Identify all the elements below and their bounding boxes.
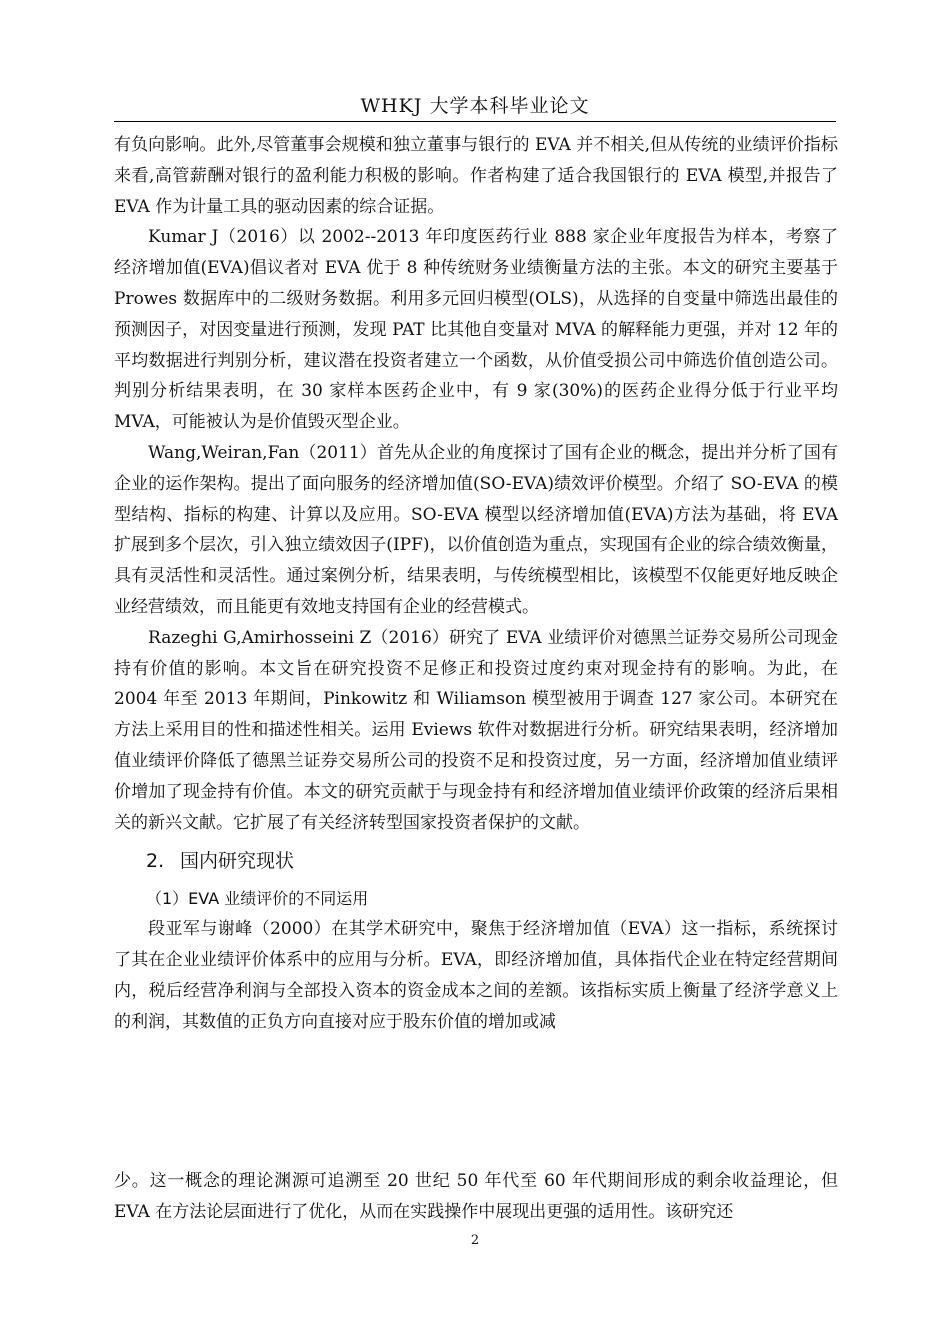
paragraph-razeghi: Razeghi G,Amirhosseini Z（2016）研究了 EVA 业绩评价对德黑兰证券交易所公司现金持有价值的影响。本文旨在研究投资不足修正和投资过度约束对现金持有的影响。为此，在 2004 年至 2013 年期间，Pinkowitz 和 Wiliamson 模型被用于调查 127 家公司。本研究在方法上采用目的性和描述性相关。运用 Eviews 软件对数据进行分析。研究结果表明，经济增加值业绩评价降低了德黑兰证券交易所公司的投资不足和投资过度，另一方面，经济增加值业绩评价增加了现金持有价值。本文的研究贡献于与现金持有和经济增加值业绩评价政策的经济后果相关的新兴文献。它扩展了有关经济转型国家投资者保护的文献。 xyxy=(114,627,838,833)
page-number: 2 xyxy=(470,1233,480,1248)
paragraph-kumar: Kumar J（2016）以 2002--2013 年印度医药行业 888 家企业年度报告为样本，考察了经济增加值(EVA)倡议者对 EVA 优于 8 种传统财务业绩衡量方法的主张。本文的研究主要基于 Prowes 数据库中的二级财务数据。利用多元回归模型(OLS)，从选择的自变量中筛选出最佳的预测因子，对因变量进行预测，发现 PAT 比其他自变量对 MVA 的解释能力更强，并对 12 年的平均数据进行判别分析，建议潜在投资者建立一个函数，从价值受损公司中筛选价值创造公司。判别分析结果表明，在 30 家样本医药企业中，有 9 家(30%)的医药企业得分低于行业平均 MVA，可能被认为是价值毁灭型企业。 xyxy=(114,227,838,433)
paragraph-duan: 段亚军与谢峰（2000）在其学术研究中，聚焦于经济增加值（EVA）这一指标，系统探讨了其在企业业绩评价体系中的应用与分析。EVA，即经济增加值，具体指代企业在特定经营期间内，税后经营净利润与全部投入资本的资金成本之间的差额。该指标实质上衡量了经济学意义上的利润，其数值的正负方向直接对应于股东价值的增加或减 xyxy=(114,919,838,1032)
continued-text xyxy=(114,1166,838,1228)
subsection-heading: （1）EVA 业绩评价的不同运用 xyxy=(146,889,369,909)
paragraph-continued: 少。这一概念的理论渊源可追溯至 20 世纪 50 年代至 60 年代期间形成的剩余收益理论，但 EVA 在方法论层面进行了优化，从而在实践操作中展现出更强的适用性。该研究还 xyxy=(114,1171,838,1222)
main-body-text xyxy=(114,130,838,1038)
paragraph-continuation: 有负向影响。此外,尽管董事会规模和独立董事与银行的 EVA 并不相关,但从传统的业绩评价指标来看,高管薪酬对银行的盈利能力积极的影响。作者构建了适合我国银行的 EVA 模型,并报告了 EVA 作为计量工具的驱动因素的综合证据。 xyxy=(114,135,838,217)
page-header-title: WHKJ 大学本科毕业论文 xyxy=(360,95,590,117)
paragraph-wang: Wang,Weiran,Fan（2011）首先从企业的角度探讨了国有企业的概念，提出并分析了国有企业的运作架构。提出了面向服务的经济增加值(SO-EVA)绩效评价模型。介绍了 SO-EVA 的模型结构、指标的构建、计算以及应用。SO-EVA 模型以经济增加值(EVA)方法为基础，将 EVA 扩展到多个层次，引入独立绩效因子(IPF)，以价值创造为重点，实现国有企业的综合绩效衡量，具有灵活性和灵活性。通过案例分析，结果表明，与传统模型相比，该模型不仅能更好地反映企业经营绩效，而且能更有效地支持国有企业的经营模式。 xyxy=(114,442,838,617)
section-title: 国内研究现状 xyxy=(180,850,295,873)
section-heading xyxy=(146,846,838,876)
header-divider xyxy=(114,121,836,122)
section-number: 2. xyxy=(146,850,165,873)
